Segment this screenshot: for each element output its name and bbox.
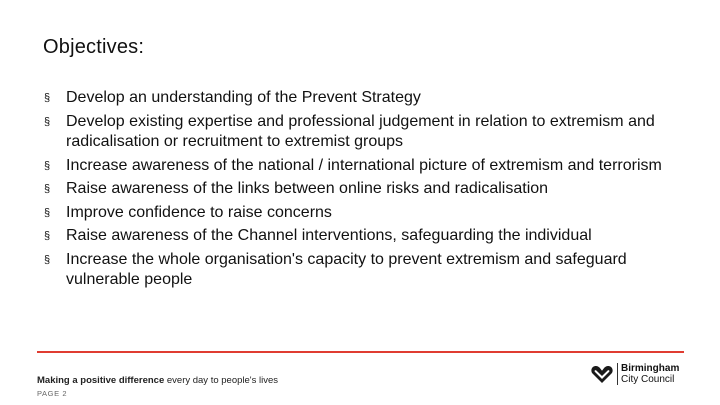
objective-item xyxy=(44,203,694,224)
objective-item xyxy=(44,88,694,109)
slide-title: Objectives: xyxy=(43,36,145,58)
footer-tagline xyxy=(37,375,278,386)
bullet-marker: § xyxy=(44,92,51,104)
bullet-marker: § xyxy=(44,253,51,266)
objective-text: Develop existing expertise and professional judgement in relation to extremism and radicalisation or recruitment to extremist groups xyxy=(66,112,655,150)
footer-divider xyxy=(37,351,684,353)
logo-line-1: Birmingham xyxy=(621,363,680,374)
objective-text: Raise awareness of the Channel interventions, safeguarding the individual xyxy=(66,227,592,244)
page-number: PAGE 2 xyxy=(37,389,68,398)
bullet-marker: § xyxy=(44,230,51,242)
logo-wordmark xyxy=(621,363,679,385)
objective-text: Develop an understanding of the Prevent Strategy xyxy=(66,89,421,106)
bullet-marker: § xyxy=(44,206,51,219)
objective-item xyxy=(44,226,694,247)
council-logo xyxy=(590,362,686,386)
bullet-marker: § xyxy=(44,159,51,172)
logo-line-2: City Council xyxy=(621,374,675,385)
objective-text: Increase the whole organisation's capacity to prevent extremism and safeguard vulnerable people xyxy=(66,250,627,288)
objectives-list xyxy=(44,88,694,294)
objective-item xyxy=(44,250,694,291)
objective-item xyxy=(44,179,694,200)
tagline-bold: Making a positive difference xyxy=(37,375,165,386)
objective-text: Increase awareness of the national / international picture of extremism and terrorism xyxy=(66,156,662,174)
bullet-marker: § xyxy=(44,183,51,195)
logo-separator xyxy=(617,363,618,385)
heart-logo-icon xyxy=(590,362,614,386)
tagline-rest: every day to people's lives xyxy=(164,375,278,386)
objective-item xyxy=(44,156,694,177)
objective-item xyxy=(44,112,694,153)
bullet-marker: § xyxy=(44,115,51,128)
objective-text: Raise awareness of the links between online risks and radicalisation xyxy=(66,180,549,197)
objective-text: Improve confidence to raise concerns xyxy=(66,203,332,221)
